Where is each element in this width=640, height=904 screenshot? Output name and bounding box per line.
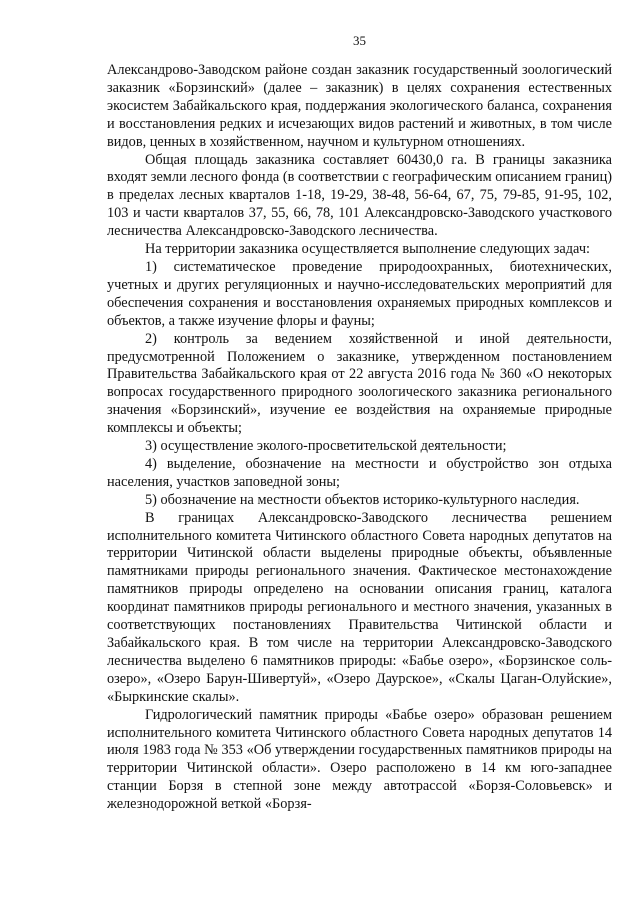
paragraph-task-2: 2) контроль за ведением хозяйственной и иной деятельности, предусмотренной Положением о заказнике, утвержденном постановлением Правительства Забайкальского края от 22 августа 2016 года № 360 «О некоторых вопросах государственного природного зоологического заказника регионального значения «Борзинский», изучение ее воздействия на охраняемые природные комплексы и объекты; [107,330,612,437]
body-text [107,62,612,814]
paragraph-babye-ozero: Гидрологический памятник природы «Бабье озеро» образован решением исполнительного комитета Читинского областного Совета народных депутатов 14 июля 1983 года № 353 «Об утверждении государственных памятников природы на территории Читинской области». Озеро расположено в 14 км юго-западнее станции Борзя в степной зоне между автотрассой «Борзя-Соловьевск» и железнодорожной веткой «Борзя- [107,706,612,813]
paragraph-task-3: 3) осуществление эколого-просветительской деятельности; [145,438,507,455]
paragraph-area: Общая площадь заказника составляет 60430,0 га. В границы заказника входят земли лесного фонда (в соответствии с географическим описанием границ) в пределах лесных кварталов 1-18, 19-29, 38-48, 56-64, 67, 75, 79-85, 91-95, 102, 103 и части кварталов 37, 55, 66, 78, 101 Александровско-Заводского участкового лесничества Александровско-Заводского лесничества. [107,151,612,240]
document-page [107,33,612,814]
paragraph-task-4: 4) выделение, обозначение на местности и обустройство зон отдыха населения, участков заповедной зоны; [107,455,612,490]
page-number: 35 [353,33,366,48]
paragraph-intro: Александрово-Заводском районе создан заказник государственный зоологический заказник «Борзинский» (далее – заказник) в целях сохранения естественных экосистем Забайкальского края, поддержания экологического баланса, сохранения и восстановления редких и исчезающих видов растений и животных, в том числе видов, ценных в хозяйственном, научном и культурном отношениях. [107,62,612,150]
paragraph-monuments: В границах Александровско-Заводского лесничества решением исполнительного комитета Читинского областного Совета народных депутатов на территории Читинской области выделены природные объекты, объявленные памятниками природы регионального значения. Фактическое местонахождение памятников природы определено на основании описания границ, каталога координат памятников природы регионального и местного значения, указанных в соответствующих постановлениях Правительства Читинской области и Забайкальского края. В том числе на территории Александровско-Заводского лесничества выделено 6 памятников природы: «Бабье озеро», «Борзинское соль-озеро», «Озеро Барун-Шивертуй», «Озеро Даурское», «Скалы Цаган-Олуйские», «Быркинские скалы». [107,509,612,705]
paragraph-tasks-intro: На территории заказника осуществляется выполнение следующих задач: [145,241,590,258]
paragraph-task-1: 1) систематическое проведение природоохранных, биотехнических, учетных и других регуляционных и научно-исследовательских мероприятий для обеспечения сохранения и восстановления охраняемых природных комплексов и объектов, а также изучение флоры и фауны; [107,258,612,329]
paragraph-task-5: 5) обозначение на местности объектов историко-культурного наследия. [145,491,580,508]
